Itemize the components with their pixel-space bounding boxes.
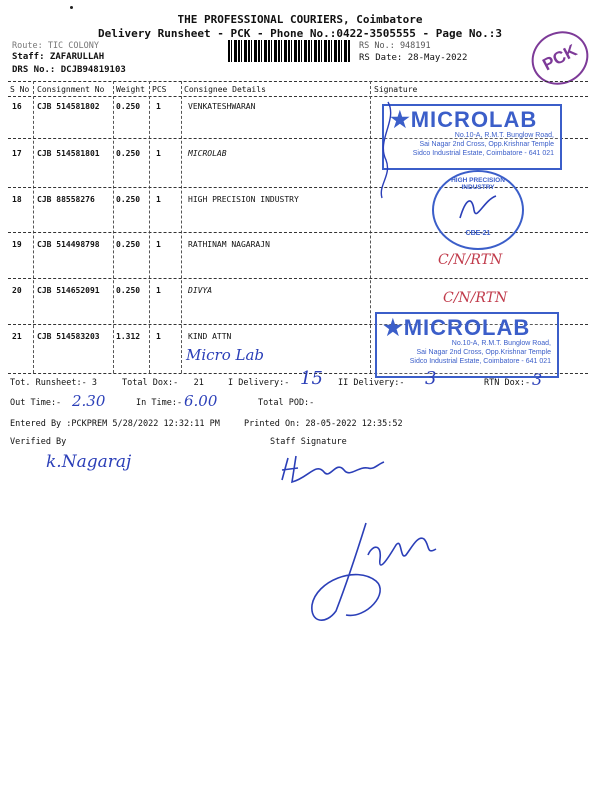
row-consignee: RATHINAM NAGARAJN: [188, 240, 270, 249]
row-consignee: KIND ATTN: [188, 332, 232, 341]
in-time-label: In Time:-: [136, 398, 183, 408]
total-pod-label: Total POD:-: [258, 398, 315, 408]
microlab-stamp: ★MICROLAB No.10-A, R.M.T. Bunglow Road, Sai Nagar 2nd Cross, Opp.Krishnar Temple Sidco Industrial Estate, Coimbatore - 641 021: [382, 104, 562, 170]
row-pcs: 1: [156, 286, 161, 295]
row-weight: 0.250: [116, 195, 141, 204]
row-weight: 0.250: [116, 149, 141, 158]
column-separator: [33, 81, 34, 373]
total-runsheet: [10, 378, 97, 388]
entered-by: Entered By :PCKPREM 5/28/2022 12:32:11 PM: [10, 419, 220, 429]
row-sno: 21: [12, 332, 22, 341]
pck-stamp: PCK: [522, 21, 598, 94]
row-consignee: HIGH PRECISION INDUSTRY: [188, 195, 299, 204]
row-sno: 16: [12, 102, 22, 111]
row-pcs: 1: [156, 149, 161, 158]
row-pcs: 1: [156, 102, 161, 111]
row-consignee: DIVYA: [188, 286, 213, 295]
speck: [70, 6, 73, 9]
out-time-value: 2.30: [72, 392, 106, 410]
drs-number: DRS No.: DCJB94819103: [12, 65, 126, 75]
row-weight: 0.250: [116, 102, 141, 111]
microlab-stamp-address: Sidco Industrial Estate, Coimbatore - 641 021: [412, 150, 554, 157]
microlab-stamp-address: No.10-A, R.M.T. Bunglow Road,: [454, 132, 554, 139]
microlab-stamp-address: Sai Nagar 2nd Cross, Opp.Krishnar Temple: [416, 349, 551, 356]
total-dox-label: Total Dox:-: [122, 378, 179, 388]
in-time-value: 6.00: [184, 392, 218, 410]
runsheet-title: Delivery Runsheet - PCK - Phone No.:0422-3505555 - Page No.:3: [98, 27, 502, 40]
row-sno: 19: [12, 240, 22, 249]
row-consignment: CJB 514581802: [37, 102, 100, 111]
staff-label: Staff: ZAFARULLAH: [12, 52, 105, 62]
col-header-consignment: Consignment No: [37, 85, 105, 94]
ii-delivery-label: II Delivery:-: [338, 378, 405, 388]
microlab-stamp-address: Sidco Industrial Estate, Coimbatore - 641 021: [409, 358, 551, 365]
printed-on: Printed On: 28-05-2022 12:35:52: [244, 419, 403, 429]
row-consignment: CJB 514498798: [37, 240, 100, 249]
seal-city: CBE-21: [465, 230, 491, 237]
large-signature: [306, 515, 446, 630]
col-header-weight: Weight: [116, 85, 145, 94]
row-weight: 0.250: [116, 240, 141, 249]
company-seal: [432, 170, 524, 250]
handwritten-note-rtn: C/N/RTN: [443, 290, 508, 306]
verified-signature: k.Nagaraj: [46, 452, 132, 472]
row-pcs: 1: [156, 332, 161, 341]
row-consignee: VENKATESHWARAN: [188, 102, 256, 111]
row-divider: [8, 278, 588, 279]
row-pcs: 1: [156, 195, 161, 204]
verified-by-label: Verified By: [10, 437, 67, 447]
rtn-dox-value: 3: [532, 370, 543, 389]
row-weight: 0.250: [116, 286, 141, 295]
i-delivery-label: I Delivery:-: [228, 378, 290, 388]
column-separator: [149, 81, 150, 373]
column-separator: [113, 81, 114, 373]
microlab-stamp-address: No.10-A, R.M.T. Bunglow Road,: [451, 340, 551, 347]
microlab-stamp-name: MICROLAB: [410, 107, 538, 132]
microlab-stamp-address: Sai Nagar 2nd Cross, Opp.Krishnar Temple: [419, 141, 554, 148]
column-separator: [181, 81, 182, 373]
row-pcs: 1: [156, 240, 161, 249]
barcode-image: [228, 40, 350, 62]
row-sno: 20: [12, 286, 22, 295]
col-header-sno: S No: [10, 85, 30, 94]
col-header-pcs: PCS: [152, 85, 167, 94]
handwritten-note-rtn: C/N/RTN: [438, 252, 503, 268]
i-delivery-value: 15: [300, 368, 323, 389]
divider: [8, 96, 588, 97]
row-consignment: CJB 514583203: [37, 332, 100, 341]
total-runsheet-value: 3: [91, 378, 98, 388]
microlab-stamp-name: MICROLAB: [403, 315, 531, 340]
total-runsheet-label: Tot. Runsheet:-: [10, 378, 87, 388]
staff-signature: [278, 450, 388, 490]
divider: [8, 81, 588, 82]
total-dox-value: 21: [193, 378, 204, 388]
microlab-stamp: ★MICROLAB No.10-A, R.M.T. Bunglow Road, Sai Nagar 2nd Cross, Opp.Krishnar Temple Sidco Industrial Estate, Coimbatore - 641 021: [375, 312, 559, 378]
row-sno: 17: [12, 149, 22, 158]
company-title: THE PROFESSIONAL COURIERS, Coimbatore: [177, 13, 423, 26]
row-consignee: MICROLAB: [188, 149, 227, 158]
row-sno: 18: [12, 195, 22, 204]
rs-date: RS Date: 28-May-2022: [359, 53, 468, 63]
staff-signature-label: Staff Signature: [270, 437, 347, 447]
seal-text: HIGH PRECISION INDUSTRY: [451, 177, 505, 191]
ii-delivery-value: 3: [425, 368, 437, 389]
signature-bracket: [368, 100, 408, 200]
total-dox: [122, 378, 204, 388]
rtn-dox-label: RTN Dox:-: [484, 378, 531, 388]
out-time-label: Out Time:-: [10, 398, 62, 408]
row-consignment: CJB 514581801: [37, 149, 100, 158]
seal-signature-scribble: [456, 192, 500, 226]
row-weight: 1.312: [116, 332, 141, 341]
row-consignment: CJB 514652091: [37, 286, 100, 295]
col-header-consignee: Consignee Details: [184, 85, 266, 94]
handwritten-note-microlab: Micro Lab: [186, 346, 265, 364]
row-consignment: CJB 88558276: [37, 195, 95, 204]
route-label: Route: TIC COLONY: [12, 41, 99, 51]
col-header-signature: Signature: [374, 85, 418, 94]
rs-number: RS No.: 948191: [359, 41, 431, 51]
